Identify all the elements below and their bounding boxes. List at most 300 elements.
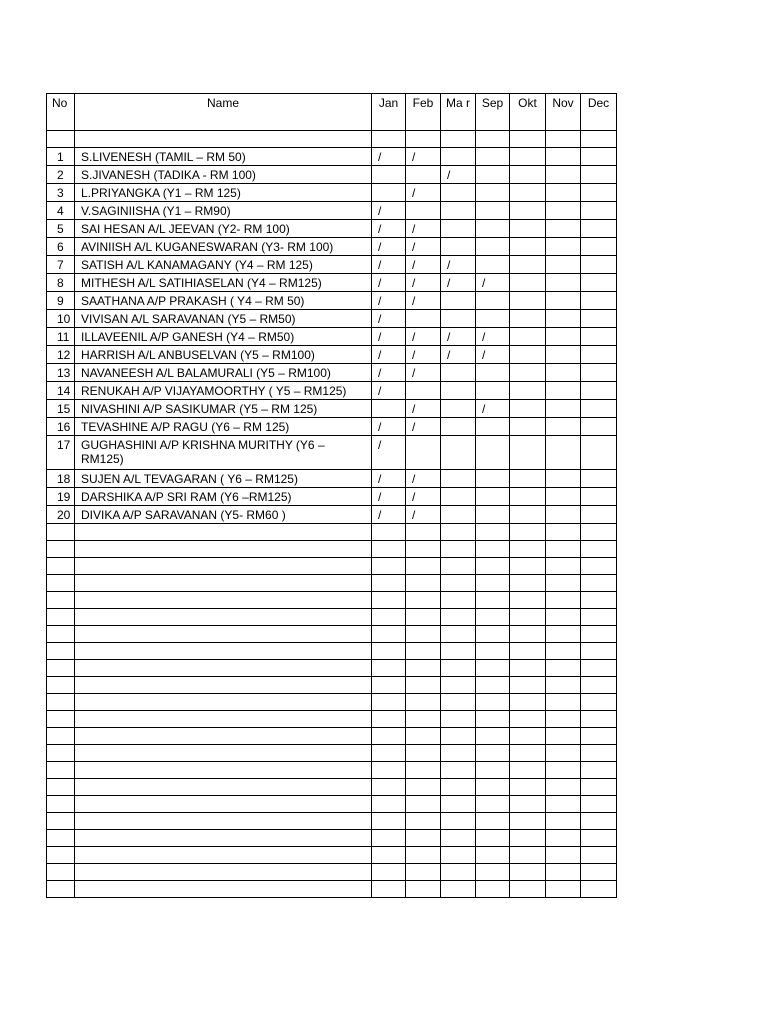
empty-row xyxy=(47,745,617,762)
payment-mark xyxy=(441,364,476,382)
empty-cell xyxy=(510,728,546,745)
payment-mark xyxy=(546,382,581,400)
empty-cell xyxy=(47,677,75,694)
empty-cell xyxy=(75,745,372,762)
row-number: 19 xyxy=(47,488,75,506)
empty-cell xyxy=(476,524,510,541)
empty-cell xyxy=(75,779,372,796)
empty-cell xyxy=(441,762,476,779)
empty-cell xyxy=(372,524,406,541)
payment-mark xyxy=(581,346,617,364)
empty-cell xyxy=(546,524,581,541)
payment-mark: / xyxy=(406,364,441,382)
empty-cell xyxy=(510,558,546,575)
payment-mark xyxy=(510,470,546,488)
payment-mark xyxy=(510,274,546,292)
payment-mark: / xyxy=(372,202,406,220)
empty-cell xyxy=(441,745,476,762)
empty-cell xyxy=(546,626,581,643)
empty-cell xyxy=(47,131,75,148)
empty-row xyxy=(47,711,617,728)
payment-mark xyxy=(510,310,546,328)
empty-cell xyxy=(406,575,441,592)
payment-mark xyxy=(581,382,617,400)
empty-row xyxy=(47,677,617,694)
payment-mark xyxy=(510,256,546,274)
empty-cell xyxy=(75,881,372,898)
empty-cell xyxy=(546,813,581,830)
empty-cell xyxy=(510,694,546,711)
payment-mark xyxy=(372,184,406,202)
payment-mark: / xyxy=(406,238,441,256)
empty-cell xyxy=(546,558,581,575)
payment-mark: / xyxy=(372,488,406,506)
table-row xyxy=(47,274,617,292)
empty-cell xyxy=(476,575,510,592)
table-row xyxy=(47,382,617,400)
payment-mark: / xyxy=(372,436,406,470)
payment-mark: / xyxy=(476,328,510,346)
empty-cell xyxy=(510,779,546,796)
empty-cell xyxy=(441,131,476,148)
payment-mark xyxy=(476,310,510,328)
empty-cell xyxy=(406,524,441,541)
header-no: No xyxy=(47,94,75,131)
payment-mark xyxy=(372,166,406,184)
row-number: 9 xyxy=(47,292,75,310)
empty-cell xyxy=(47,779,75,796)
payment-mark xyxy=(581,202,617,220)
student-name: DARSHIKA A/P SRI RAM (Y6 –RM125) xyxy=(75,488,372,506)
empty-cell xyxy=(510,660,546,677)
empty-cell xyxy=(47,796,75,813)
empty-cell xyxy=(581,541,617,558)
payment-table xyxy=(46,93,617,898)
empty-cell xyxy=(47,592,75,609)
empty-cell xyxy=(581,575,617,592)
student-name: SAI HESAN A/L JEEVAN (Y2- RM 100) xyxy=(75,220,372,238)
empty-cell xyxy=(441,541,476,558)
row-number: 7 xyxy=(47,256,75,274)
empty-cell xyxy=(441,830,476,847)
payment-mark: / xyxy=(372,328,406,346)
empty-cell xyxy=(441,592,476,609)
payment-mark: / xyxy=(406,346,441,364)
empty-cell xyxy=(546,864,581,881)
student-name: NIVASHINI A/P SASIKUMAR (Y5 – RM 125) xyxy=(75,400,372,418)
empty-cell xyxy=(372,779,406,796)
payment-mark xyxy=(546,470,581,488)
empty-cell xyxy=(510,609,546,626)
empty-cell xyxy=(75,558,372,575)
empty-cell xyxy=(441,694,476,711)
empty-row xyxy=(47,813,617,830)
empty-cell xyxy=(75,524,372,541)
payment-mark xyxy=(476,166,510,184)
payment-mark xyxy=(510,506,546,524)
empty-cell xyxy=(75,609,372,626)
payment-mark xyxy=(441,220,476,238)
empty-cell xyxy=(581,779,617,796)
empty-cell xyxy=(546,728,581,745)
empty-cell xyxy=(372,847,406,864)
empty-cell xyxy=(546,541,581,558)
empty-cell xyxy=(476,830,510,847)
payment-mark xyxy=(546,328,581,346)
empty-row xyxy=(47,881,617,898)
payment-mark xyxy=(476,506,510,524)
payment-mark xyxy=(476,256,510,274)
table-row xyxy=(47,202,617,220)
empty-cell xyxy=(546,643,581,660)
empty-cell xyxy=(47,711,75,728)
row-number: 10 xyxy=(47,310,75,328)
empty-cell xyxy=(47,575,75,592)
payment-mark xyxy=(406,382,441,400)
student-name: TEVASHINE A/P RAGU (Y6 – RM 125) xyxy=(75,418,372,436)
empty-row xyxy=(47,524,617,541)
student-name: S.LIVENESH (TAMIL – RM 50) xyxy=(75,148,372,166)
payment-mark xyxy=(581,400,617,418)
empty-cell xyxy=(372,643,406,660)
empty-cell xyxy=(441,881,476,898)
payment-mark xyxy=(510,184,546,202)
empty-cell xyxy=(581,643,617,660)
empty-cell xyxy=(581,694,617,711)
student-name: L.PRIYANGKA (Y1 – RM 125) xyxy=(75,184,372,202)
payment-mark xyxy=(476,418,510,436)
payment-mark: / xyxy=(372,274,406,292)
payment-mark xyxy=(546,202,581,220)
empty-cell xyxy=(406,558,441,575)
payment-mark xyxy=(581,506,617,524)
empty-cell xyxy=(546,745,581,762)
payment-mark xyxy=(581,220,617,238)
student-name: MITHESH A/L SATIHIASELAN (Y4 – RM125) xyxy=(75,274,372,292)
empty-cell xyxy=(406,694,441,711)
empty-row xyxy=(47,830,617,847)
payment-mark xyxy=(510,328,546,346)
header-month-nov: Nov xyxy=(546,94,581,131)
empty-cell xyxy=(476,677,510,694)
empty-row xyxy=(47,541,617,558)
empty-cell xyxy=(372,558,406,575)
empty-cell xyxy=(510,626,546,643)
empty-cell xyxy=(441,796,476,813)
empty-cell xyxy=(75,813,372,830)
payment-mark xyxy=(441,382,476,400)
payment-mark xyxy=(510,292,546,310)
payment-mark xyxy=(441,488,476,506)
empty-cell xyxy=(510,643,546,660)
empty-row xyxy=(47,864,617,881)
payment-mark xyxy=(510,382,546,400)
empty-cell xyxy=(372,660,406,677)
student-name: S.JIVANESH (TADIKA - RM 100) xyxy=(75,166,372,184)
empty-cell xyxy=(75,541,372,558)
table-row xyxy=(47,238,617,256)
payment-mark: / xyxy=(406,256,441,274)
student-name: NAVANEESH A/L BALAMURALI (Y5 – RM100) xyxy=(75,364,372,382)
empty-cell xyxy=(581,881,617,898)
table-row xyxy=(47,488,617,506)
header-month-sep: Sep xyxy=(476,94,510,131)
header-month-okt: Okt xyxy=(510,94,546,131)
empty-cell xyxy=(406,728,441,745)
empty-cell xyxy=(75,728,372,745)
empty-cell xyxy=(372,575,406,592)
empty-cell xyxy=(441,677,476,694)
payment-mark: / xyxy=(406,418,441,436)
student-name: SATISH A/L KANAMAGANY (Y4 – RM 125) xyxy=(75,256,372,274)
empty-row xyxy=(47,847,617,864)
empty-cell xyxy=(47,881,75,898)
empty-cell xyxy=(372,745,406,762)
payment-mark: / xyxy=(372,382,406,400)
payment-mark xyxy=(441,400,476,418)
empty-cell xyxy=(581,796,617,813)
payment-mark: / xyxy=(441,256,476,274)
empty-cell xyxy=(406,660,441,677)
empty-cell xyxy=(476,660,510,677)
payment-mark xyxy=(510,238,546,256)
table-row xyxy=(47,292,617,310)
empty-cell xyxy=(546,762,581,779)
empty-cell xyxy=(581,830,617,847)
payment-mark xyxy=(546,220,581,238)
empty-cell xyxy=(581,524,617,541)
empty-cell xyxy=(406,541,441,558)
table-row xyxy=(47,310,617,328)
empty-cell xyxy=(476,131,510,148)
payment-mark xyxy=(581,166,617,184)
empty-cell xyxy=(476,626,510,643)
empty-cell xyxy=(476,796,510,813)
empty-cell xyxy=(510,830,546,847)
empty-cell xyxy=(406,592,441,609)
empty-cell xyxy=(581,609,617,626)
empty-cell xyxy=(476,643,510,660)
empty-cell xyxy=(372,830,406,847)
payment-mark xyxy=(546,274,581,292)
empty-row xyxy=(47,660,617,677)
empty-cell xyxy=(581,847,617,864)
row-number: 1 xyxy=(47,148,75,166)
payment-mark: / xyxy=(441,328,476,346)
empty-cell xyxy=(441,524,476,541)
payment-mark xyxy=(581,364,617,382)
empty-cell xyxy=(581,660,617,677)
payment-mark: / xyxy=(476,274,510,292)
empty-cell xyxy=(47,643,75,660)
empty-cell xyxy=(476,847,510,864)
empty-cell xyxy=(581,677,617,694)
empty-cell xyxy=(476,592,510,609)
empty-cell xyxy=(75,830,372,847)
empty-cell xyxy=(581,864,617,881)
empty-cell xyxy=(75,131,372,148)
empty-cell xyxy=(372,677,406,694)
payment-mark xyxy=(476,436,510,470)
row-number: 14 xyxy=(47,382,75,400)
table-row xyxy=(47,220,617,238)
student-name: V.SAGINIISHA (Y1 – RM90) xyxy=(75,202,372,220)
empty-row xyxy=(47,694,617,711)
payment-mark xyxy=(510,400,546,418)
empty-row xyxy=(47,592,617,609)
payment-mark: / xyxy=(406,184,441,202)
payment-mark xyxy=(581,256,617,274)
table-row xyxy=(47,418,617,436)
empty-cell xyxy=(581,728,617,745)
payment-mark xyxy=(510,220,546,238)
payment-mark xyxy=(510,346,546,364)
payment-mark: / xyxy=(372,470,406,488)
empty-row xyxy=(47,626,617,643)
empty-cell xyxy=(546,592,581,609)
payment-mark xyxy=(476,148,510,166)
empty-cell xyxy=(581,626,617,643)
empty-cell xyxy=(372,131,406,148)
payment-mark: / xyxy=(406,506,441,524)
empty-row xyxy=(47,575,617,592)
payment-mark xyxy=(581,328,617,346)
row-number: 4 xyxy=(47,202,75,220)
empty-row xyxy=(47,728,617,745)
payment-mark: / xyxy=(372,292,406,310)
payment-mark xyxy=(546,238,581,256)
empty-cell xyxy=(47,745,75,762)
student-name: DIVIKA A/P SARAVANAN (Y5- RM60 ) xyxy=(75,506,372,524)
empty-cell xyxy=(476,728,510,745)
empty-cell xyxy=(476,694,510,711)
empty-cell xyxy=(510,592,546,609)
payment-mark xyxy=(581,184,617,202)
empty-cell xyxy=(476,745,510,762)
empty-cell xyxy=(510,711,546,728)
empty-cell xyxy=(546,609,581,626)
payment-mark xyxy=(441,310,476,328)
payment-mark xyxy=(510,488,546,506)
empty-cell xyxy=(372,728,406,745)
empty-cell xyxy=(546,677,581,694)
empty-cell xyxy=(47,728,75,745)
empty-cell xyxy=(372,864,406,881)
payment-mark: / xyxy=(372,238,406,256)
payment-mark xyxy=(441,184,476,202)
empty-row xyxy=(47,762,617,779)
header-month-mar: Ma r xyxy=(441,94,476,131)
row-number: 2 xyxy=(47,166,75,184)
empty-cell xyxy=(441,728,476,745)
empty-cell xyxy=(406,643,441,660)
payment-mark xyxy=(441,202,476,220)
empty-cell xyxy=(47,694,75,711)
payment-mark xyxy=(441,292,476,310)
empty-cell xyxy=(47,762,75,779)
payment-mark: / xyxy=(406,148,441,166)
table-row xyxy=(47,346,617,364)
payment-mark xyxy=(441,470,476,488)
empty-cell xyxy=(372,711,406,728)
empty-cell xyxy=(441,779,476,796)
empty-cell xyxy=(47,524,75,541)
empty-cell xyxy=(476,864,510,881)
empty-cell xyxy=(406,813,441,830)
payment-mark: / xyxy=(406,292,441,310)
empty-row xyxy=(47,796,617,813)
payment-mark xyxy=(441,436,476,470)
empty-cell xyxy=(546,694,581,711)
student-name: SAATHANA A/P PRAKASH ( Y4 – RM 50) xyxy=(75,292,372,310)
payment-mark: / xyxy=(406,220,441,238)
empty-cell xyxy=(75,575,372,592)
payment-mark xyxy=(476,382,510,400)
empty-cell xyxy=(546,575,581,592)
empty-cell xyxy=(510,847,546,864)
header-month-jan: Jan xyxy=(372,94,406,131)
empty-cell xyxy=(372,626,406,643)
empty-cell xyxy=(510,881,546,898)
empty-cell xyxy=(510,575,546,592)
payment-mark xyxy=(476,184,510,202)
payment-mark xyxy=(581,274,617,292)
empty-cell xyxy=(441,660,476,677)
empty-cell xyxy=(441,626,476,643)
payment-mark xyxy=(581,292,617,310)
payment-mark xyxy=(510,436,546,470)
row-number: 16 xyxy=(47,418,75,436)
payment-mark xyxy=(476,202,510,220)
payment-mark: / xyxy=(406,328,441,346)
empty-cell xyxy=(47,609,75,626)
payment-mark xyxy=(546,418,581,436)
payment-sheet xyxy=(46,93,617,898)
empty-cell xyxy=(406,626,441,643)
table-row xyxy=(47,148,617,166)
empty-cell xyxy=(441,609,476,626)
payment-mark: / xyxy=(372,364,406,382)
empty-cell xyxy=(372,541,406,558)
payment-mark xyxy=(510,202,546,220)
payment-mark xyxy=(546,506,581,524)
header-month-dec: Dec xyxy=(581,94,617,131)
empty-cell xyxy=(581,745,617,762)
table-row xyxy=(47,256,617,274)
payment-mark: / xyxy=(372,256,406,274)
table-row xyxy=(47,328,617,346)
payment-mark xyxy=(581,310,617,328)
payment-mark: / xyxy=(476,346,510,364)
student-name: RENUKAH A/P VIJAYAMOORTHY ( Y5 – RM125) xyxy=(75,382,372,400)
empty-cell xyxy=(47,626,75,643)
empty-row xyxy=(47,609,617,626)
payment-mark: / xyxy=(476,400,510,418)
payment-mark xyxy=(581,238,617,256)
payment-mark xyxy=(546,292,581,310)
empty-cell xyxy=(476,779,510,796)
empty-cell xyxy=(476,558,510,575)
payment-mark xyxy=(546,148,581,166)
payment-mark xyxy=(476,488,510,506)
student-name: HARRISH A/L ANBUSELVAN (Y5 – RM100) xyxy=(75,346,372,364)
payment-mark: / xyxy=(372,506,406,524)
empty-cell xyxy=(476,881,510,898)
payment-mark xyxy=(546,166,581,184)
empty-cell xyxy=(372,796,406,813)
payment-mark: / xyxy=(406,274,441,292)
payment-mark xyxy=(581,436,617,470)
